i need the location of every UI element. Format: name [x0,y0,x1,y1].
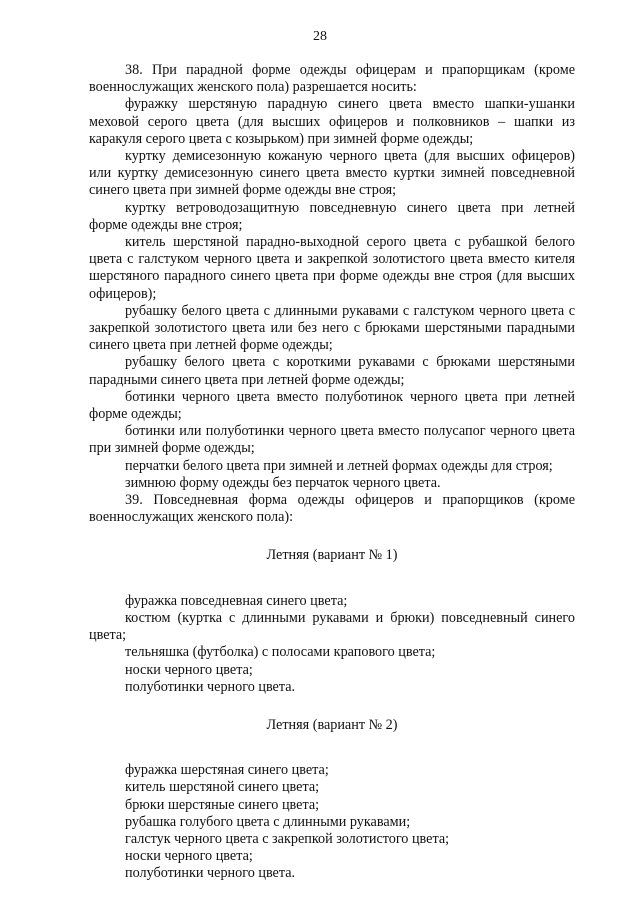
variant-2-item: брюки шерстяные синего цвета; [125,796,320,813]
document-body [89,62,575,883]
variant-2-item: носки черного цвета; [125,848,253,865]
variant-1-item: полуботинки черного цвета. [125,678,296,695]
clause-38-item: куртку демисезонную кожаную черного цвета (для высших офицеров) или куртку демисезонную синего цвета вместо куртки зимней повседневной синего цвета при зимней форме одежды вне строя; [89,148,575,199]
clause-38-intro: 38. При парадной форме одежды офицерам и прапорщикам (кроме военнослужащих женского пола) разрешается носить: [89,62,575,96]
page-number: 28 [313,29,327,44]
clause-38-item: китель шерстяной парадно-выходной серого цвета с рубашкой белого цвета с галстуком черного цвета и закрепкой золотистого цвета вместо кителя шерстяного парадного синего цвета при форме одежды вне строя (для высших офицеров); [89,234,575,302]
variant-2-item: рубашка голубого цвета с длинными рукавами; [125,813,411,830]
variant-2-heading: Летняя (вариант № 2) [266,716,398,733]
clause-38-item: рубашку белого цвета с длинными рукавами с галстуком черного цвета с закрепкой золотистого цвета или без него с брюками шерстяными парадными синего цвета при летней форме одежды; [89,302,575,354]
clause-39-intro: 39. Повседневная форма одежды офицеров и прапорщиков (кроме военнослужащих женского пола): [89,492,575,526]
variant-1-heading: Летняя (вариант № 1) [266,547,398,564]
clause-38-item: зимнюю форму одежды без перчаток черного цвета. [125,474,441,491]
variant-2-item: полуботинки черного цвета. [125,865,296,882]
clause-38-item: рубашку белого цвета с короткими рукавами с брюками шерстяными парадными синего цвета при летней форме одежды; [89,354,575,388]
variant-1-item: костюм (куртка с длинными рукавами и брюки) повседневный синего цвета; [89,609,575,644]
clause-38-item: куртку ветроводозащитную повседневную синего цвета при летней форме одежды вне строя; [89,199,575,233]
variant-1-item: фуражка повседневная синего цвета; [125,592,348,609]
clause-38-item: перчатки белого цвета при зимней и летней формах одежды для строя; [125,457,553,474]
clause-38-item: фуражку шерстяную парадную синего цвета вместо шапки-ушанки меховой серого цвета (для высших офицеров и полковников – шапки из каракуля серого цвета с козырьком) при зимней форме одежды; [89,96,575,147]
clause-38-item: ботинки или полуботинки черного цвета вместо полусапог черного цвета при зимней форме одежды; [89,423,575,457]
variant-2-item: галстук черного цвета с закрепкой золотистого цвета; [125,830,450,847]
clause-38-item: ботинки черного цвета вместо полуботинок черного цвета при летней форме одежды; [89,388,575,423]
variant-1-item: тельняшка (футболка) с полосами крапового цвета; [125,644,436,661]
variant-2-item: фуражка шерстяная синего цвета; [125,762,329,779]
variant-1-item: носки черного цвета; [125,661,253,678]
variant-2-item: китель шерстяной синего цвета; [125,779,320,796]
